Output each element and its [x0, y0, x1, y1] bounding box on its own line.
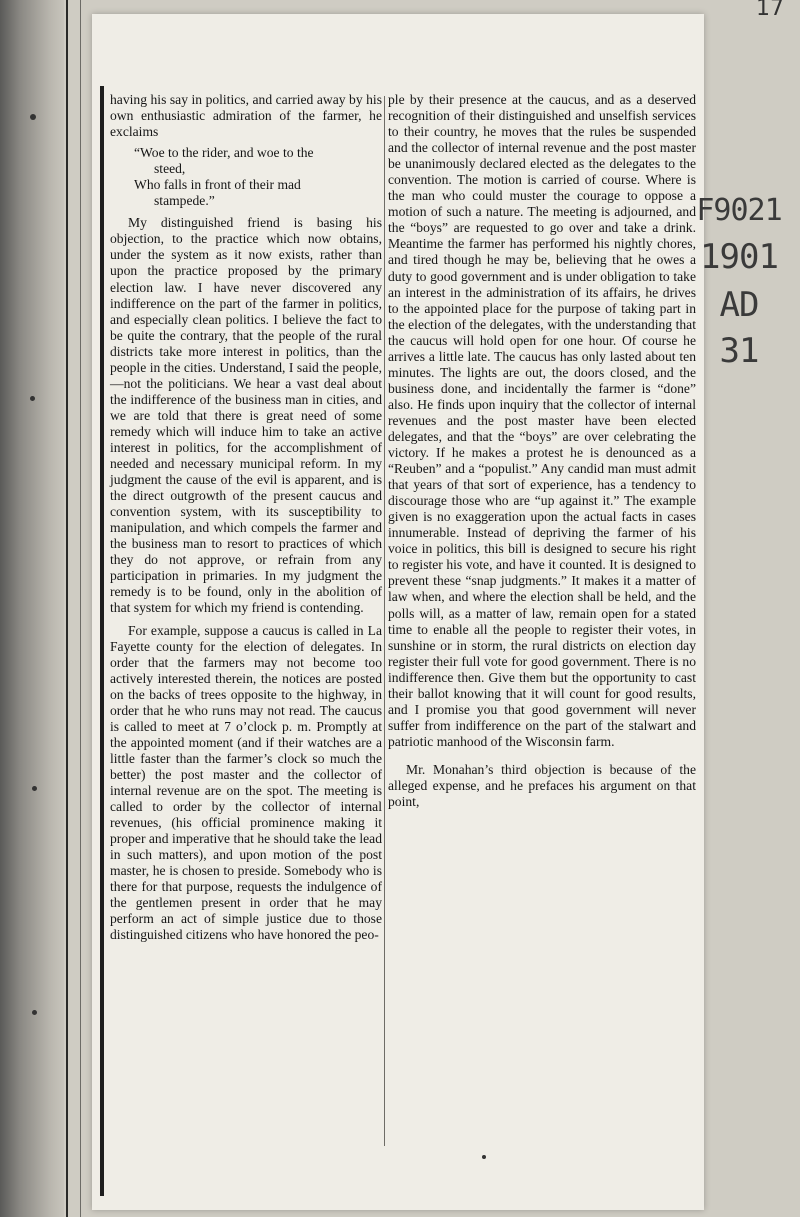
clipping-left-rule — [100, 86, 104, 1196]
handwritten-line: 1901 — [700, 237, 778, 277]
scan-speck — [32, 786, 37, 791]
paragraph: For example, suppose a caucus is called in La Fayette county for the election of delegates. In order that the farmers may not become too actively interested therein, the notices are posted on the backs of trees opposite to the highway, in order that he who runs may not read. The caucus is called to meet at 7 o’clock p. m. Promptly at the appointed moment (and if their watches are a little faster than the farmer’s clock so much the better) the post master and the collector of internal revenue are on the spot. The meeting is called to order by the collector of internal revenues, (his official prominence making it proper and imperative that he should take the lead in such matters), and upon motion of the post master, he is chosen to preside. Somebody who is there for that purpose, requests the indulgence of the gentlemen present in order that he may perform an act of simple justice due to those distinguished citizens who have honored the peo- — [110, 622, 382, 943]
scan-background-edge — [0, 0, 64, 1217]
paragraph: Mr. Monahan’s third objection is because of the alleged expense, and he prefaces his argument on that point, — [388, 761, 696, 810]
scan-speck — [30, 396, 35, 401]
right-column — [388, 92, 696, 810]
verse-line: “Woe to the rider, and woe to the — [134, 145, 314, 161]
column-divider — [384, 96, 385, 1146]
scan-speck — [32, 1010, 37, 1015]
scan-edge-line — [66, 0, 68, 1217]
scan-speck — [30, 114, 36, 120]
scan-edge-line-2 — [80, 0, 81, 1217]
verse-line: steed, — [154, 161, 186, 177]
handwritten-line: 31 — [719, 331, 759, 371]
scan-speck — [482, 1155, 486, 1159]
quoted-verse — [116, 145, 382, 209]
verse-line: Who falls in front of their mad — [134, 177, 301, 193]
handwritten-line: F9021 — [696, 193, 782, 228]
left-column — [110, 92, 382, 943]
paragraph-continued: ple by their presence at the caucus, and as a deserved recognition of their distinguished and unselfish services to their country, he moves that the rules be suspended and the collector of internal revenue and the post master be unanimously declared elected as the delegates to the convention. The motion is carried of course. Where is the man who could muster the courage to oppose a motion of such a nature. The meeting is adjourned, and the “boys” are requested to go over and take a drink. Meantime the farmer has performed his nightly chores, and tired though he may be, believing that he owes a duty to good government and is under obligation to take an interest in the administration of its affairs, he drives to the appointed place for the purpose of taking part in the election of the delegates, with the understanding that the caucus will hold open for one hour. Of course he arrives a little late. The caucus has only lasted about ten minutes. The lights are out, the doors closed, and the business done, and incidentally the farmer is “done” also. He finds upon inquiry that the collector of internal revenues and the post master have been elected delegates, and that the “boys” are over celebrating the victory. If he makes a protest he is denounced as a “Reuben” and a “populist.” Any candid man must admit that years of that sort of experience, has a tendency to discourage those who are “up against it.” The example given is no exaggeration upon the actual facts in cases innumerable. Instead of depriving the farmer of his voice in politics, this bill is designed to secure his right to register his vote, and have it counted. It is designed to prevent these “snap judgments.” It makes it a matter of law when, and where the election shall be held, and the polls will, as a matter of law, remain open for a stated time to enable all the people to register their votes, in sunshine or in storm, the rural districts on election day register their full vote for good government. There is no indifference then. Give them but the opportunity to cast their ballot knowing that it will count for good results, and I promise you that good government will never suffer from indifference on the part of the stalwart and patriotic manhood of the Wisconsin farm. — [388, 92, 696, 749]
verse-line: stampede.” — [154, 193, 215, 209]
page-number: 17 — [756, 0, 784, 21]
handwritten-line: AD — [719, 285, 759, 325]
paragraph-continued: having his say in politics, and carried away by his own enthusiastic admiration of the farmer, he exclaims — [110, 92, 382, 140]
paragraph: My distinguished friend is basing his objection, to the practice which now obtains, under the system as it now exists, rather than upon the practice proposed by the primary election law. I have never discovered any indifference on the part of the farmer in politics, and especially clean politics. I believe the fact to be quite the contrary, that the people of the rural districts take more interest in politics, than the people in the cities. Understand, I said the people,—not the politicians. We hear a vast deal about the indifference of the business man in cities, and we are told that there is great need of some remedy which will induce him to take an active interest in politics, for the accomplishment of needed and necessary municipal reform. In my judgment the cause of the evil is apparent, and is the direct outgrowth of the present caucus and convention system, with its susceptibility to manipulation, and which compels the farmer and the business man to resort to practices of which they do not approve, or refrain from any participation in primaries. In my judgment the remedy is to be found, only in the abolition of that system for which my friend is contending. — [110, 215, 382, 616]
